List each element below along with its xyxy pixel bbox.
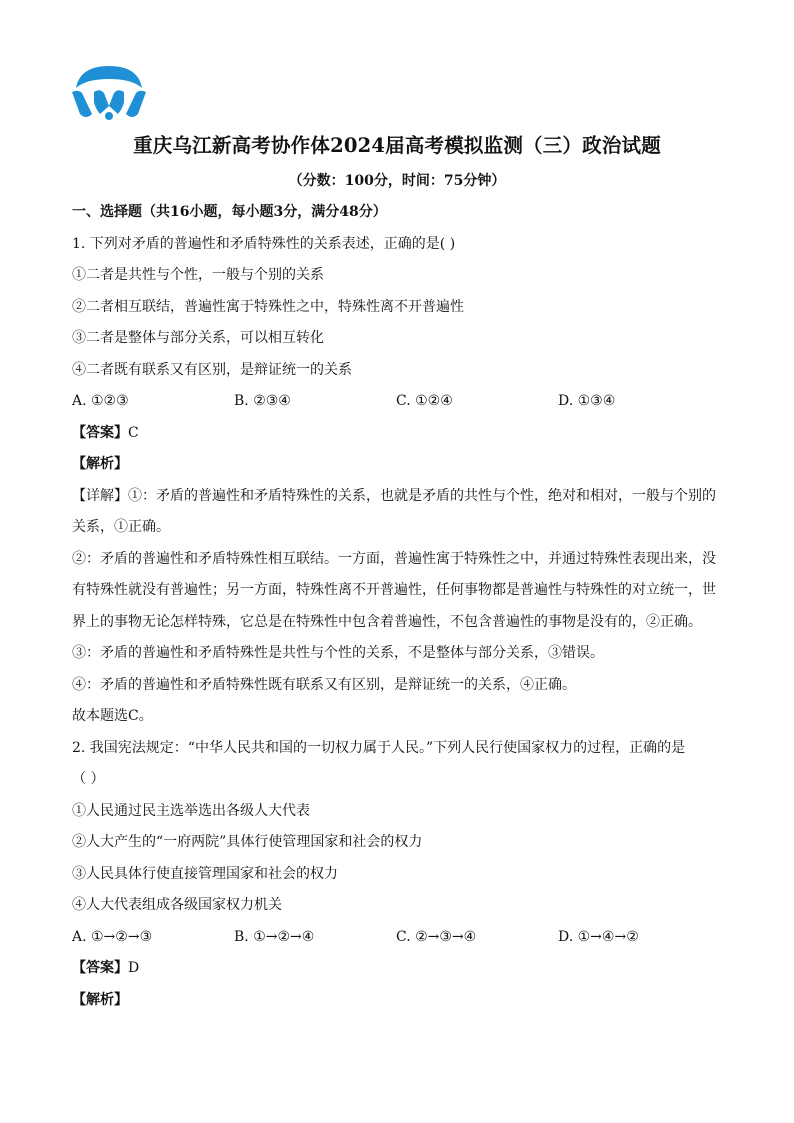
question-1-stem: 1. 下列对矛盾的普遍性和矛盾特殊性的关系表述，正确的是( ): [72, 235, 456, 252]
school-logo-icon: [70, 62, 148, 122]
option-d: D. ①③④: [558, 393, 616, 409]
option-d: D. ①→④→②: [558, 928, 639, 945]
section-heading: 一、选择题（共16小题，每小题3分，满分48分）: [72, 204, 387, 220]
option-a: A. ①→②→③: [72, 928, 153, 945]
question-1-item: ④二者既有联系又有区别，是辩证统一的关系: [72, 361, 352, 378]
question-2-stem: 2. 我国宪法规定：“中华人民共和国的一切权力属于人民。”下列人民行使国家权力的过程，正确的是: [72, 739, 686, 756]
question-1-options: [72, 386, 722, 418]
explanation-line: 有特殊性就没有普遍性；另一方面，特殊性离不开普遍性，任何事物都是普遍性与特殊性的对立统一，世: [72, 582, 716, 598]
exam-content: [72, 197, 722, 1016]
question-2-item: ③人民具体行使直接管理国家和社会的权力: [72, 865, 338, 882]
explanation-line: 界上的事物无论怎样特殊，它总是在特殊性中包含着普遍性，不包含普遍性的事物是没有的，②正确。: [72, 613, 702, 630]
question-2-options: [72, 922, 722, 954]
question-2-item: ①人民通过民主选举选出各级人大代表: [72, 802, 310, 819]
explanation-line: ②：矛盾的普遍性和矛盾特殊性相互联结。一方面，普遍性寓于特殊性之中，并通过特殊性表现出来，没: [72, 550, 716, 567]
explanation-line: ③：矛盾的普遍性和矛盾特殊性是共性与个性的关系，不是整体与部分关系，③错误。: [72, 645, 604, 661]
answer-label: 【答案】: [72, 960, 128, 976]
answer-label: 【答案】: [72, 424, 128, 441]
question-1-answer: [72, 418, 722, 450]
explanation-line: 故本题选C。: [72, 708, 153, 724]
option-b: B. ②③④: [234, 393, 291, 409]
answer-value: D: [128, 960, 140, 976]
analysis-label: 【解析】: [72, 991, 128, 1008]
option-b: B. ①→②→④: [234, 928, 315, 945]
question-2-answer: [72, 953, 722, 985]
question-2-stem-cont: （ ）: [72, 771, 105, 787]
option-a: A. ①②③: [72, 393, 129, 409]
option-c: C. ②→③→④: [396, 928, 477, 945]
explanation-line: ④：矛盾的普遍性和矛盾特殊性既有联系又有区别，是辩证统一的关系，④正确。: [72, 676, 576, 693]
question-2-item: ④人大代表组成各级国家权力机关: [72, 897, 282, 913]
question-1-item: ②二者相互联结，普遍性寓于特殊性之中，特殊性离不开普遍性: [72, 298, 464, 315]
answer-value: C: [128, 424, 139, 441]
page-title: 重庆乌江新高考协作体2024届高考模拟监测（三）政治试题: [133, 134, 661, 157]
question-1-item: ①二者是共性与个性，一般与个别的关系: [72, 267, 324, 283]
question-1-item: ③二者是整体与部分关系，可以相互转化: [72, 330, 324, 346]
option-c: C. ①②④: [396, 393, 453, 409]
explanation-line: 关系，①正确。: [72, 519, 170, 535]
question-2-item: ②人大产生的“一府两院”具体行使管理国家和社会的权力: [72, 834, 423, 850]
explanation-line: 【详解】①：矛盾的普遍性和矛盾特殊性的关系，也就是矛盾的共性与个性，绝对和相对，一般与个别的: [72, 487, 716, 504]
analysis-label: 【解析】: [72, 456, 128, 472]
exam-info: （分数：100分，时间：75分钟）: [288, 173, 506, 189]
